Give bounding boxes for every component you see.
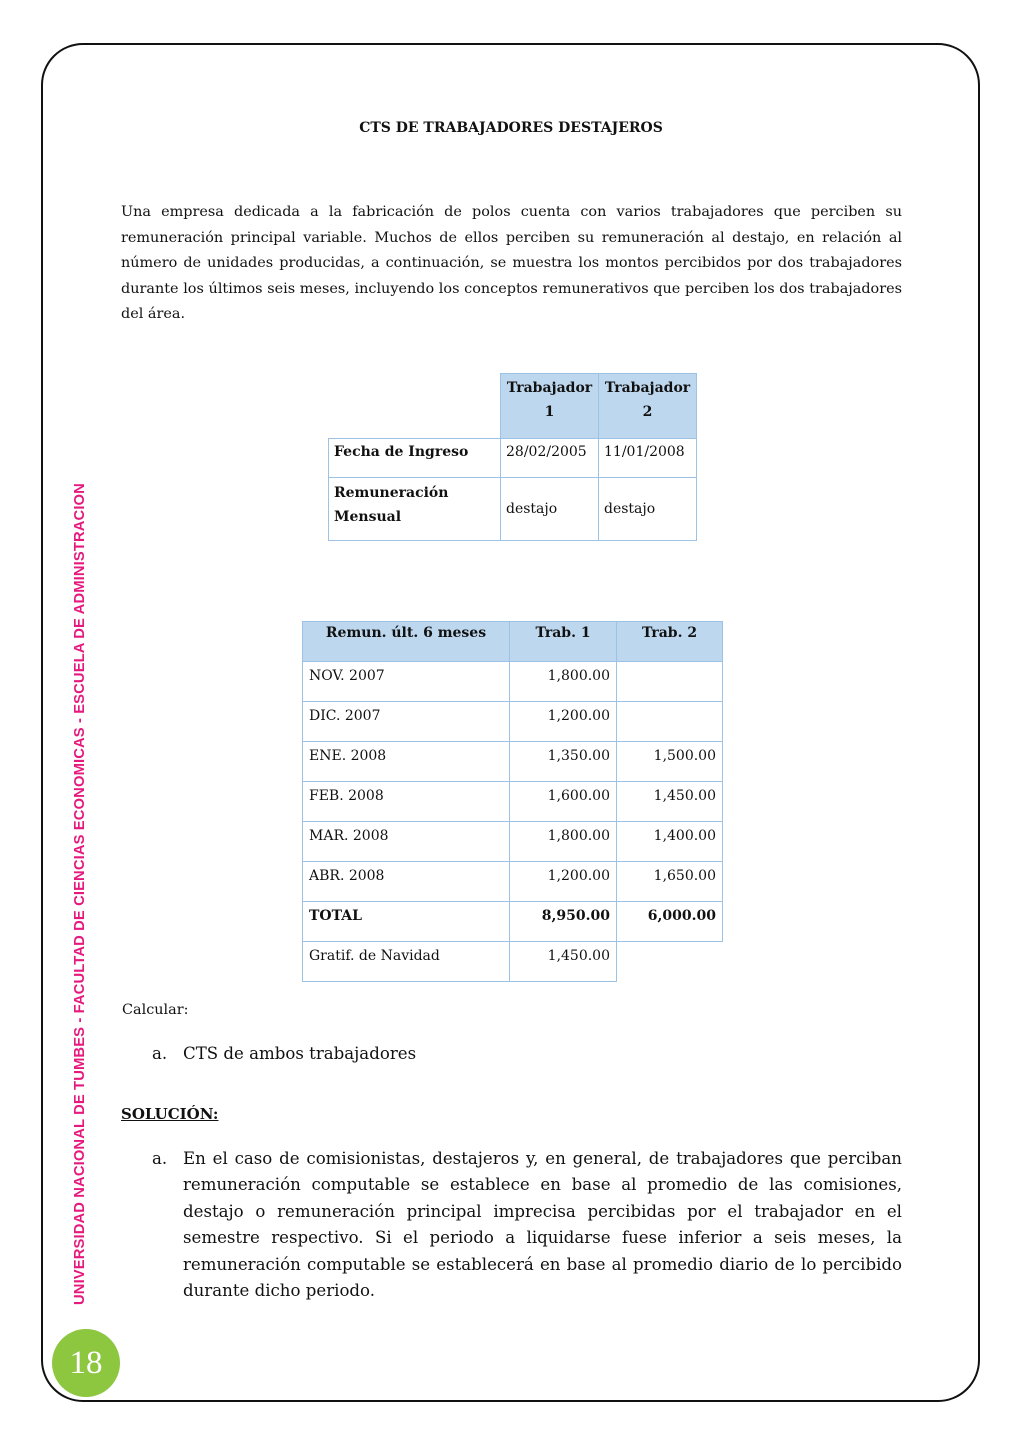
solution-text: En el caso de comisionistas, destajeros y, en general, de trabajadores que perciban remuneración computable se establece en base al promedio de las comisiones, destajo o remuneración principal imprecisa percibidas por el trabajador en el semestre respectivo. Si el periodo a liquidarse fuese inferior a seis meses, la remuneración computable se establecerá en base al promedio diario de lo percibido durante dicho periodo.: [183, 1149, 902, 1301]
row-trab-1-amount: 1,600.00: [510, 782, 617, 822]
pay-type-worker-2: destajo: [599, 478, 697, 541]
total-trab-2: 6,000.00: [617, 902, 723, 942]
row-month: NOV. 2007: [303, 662, 510, 702]
hire-date-worker-1: 28/02/2005: [501, 439, 599, 478]
row-trab-1-amount: 1,200.00: [510, 862, 617, 902]
solution-heading: SOLUCIÓN:: [121, 1105, 219, 1123]
document-title: CTS DE TRABAJADORES DESTAJEROS: [359, 120, 663, 136]
row-trab-2-amount: 1,500.00: [617, 742, 723, 782]
row-month: ABR. 2008: [303, 862, 510, 902]
gratification-label: Gratif. de Navidad: [303, 942, 510, 982]
total-trab-1: 8,950.00: [510, 902, 617, 942]
total-label: TOTAL: [303, 902, 510, 942]
header-trab-1: Trab. 1: [510, 622, 617, 662]
row-label-hire-date: Fecha de Ingreso: [329, 439, 501, 478]
table-corner-blank: [329, 374, 501, 439]
task-text: CTS de ambos trabajadores: [183, 1044, 417, 1063]
pay-type-worker-1: destajo: [501, 478, 599, 541]
row-label-monthly-pay: Remuneración Mensual: [329, 478, 501, 541]
solution-list-item: [152, 1146, 902, 1304]
row-trab-1-amount: 1,200.00: [510, 702, 617, 742]
row-trab-2-amount: 1,400.00: [617, 822, 723, 862]
total-row: [303, 902, 723, 942]
header-worker-1: Trabajador 1: [501, 374, 599, 439]
sidebar-institution-text: UNIVERSIDAD NACIONAL DE TUMBES - FACULTAD DE CIENCIAS ECONOMICAS - ESCUELA DE ADMINISTRACION: [72, 483, 88, 1305]
row-trab-2-amount: 1,450.00: [617, 782, 723, 822]
row-trab-1-amount: 1,800.00: [510, 662, 617, 702]
gratification-row: [303, 942, 723, 982]
header-period: Remun. últ. 6 meses: [303, 622, 510, 662]
worker-info-table: [328, 373, 697, 541]
header-trab-2: Trab. 2: [617, 622, 723, 662]
header-worker-2: Trabajador 2: [599, 374, 697, 439]
row-month: ENE. 2008: [303, 742, 510, 782]
table-row: [303, 662, 723, 702]
hire-date-worker-2: 11/01/2008: [599, 439, 697, 478]
gratification-trab-1: 1,450.00: [510, 942, 617, 982]
table-row: [303, 862, 723, 902]
calculate-label: Calcular:: [122, 1002, 189, 1018]
row-trab-2-amount: [617, 662, 723, 702]
row-month: FEB. 2008: [303, 782, 510, 822]
table-row: [303, 702, 723, 742]
gratification-blank: [617, 942, 723, 982]
task-list-item: [152, 1044, 416, 1063]
remuneration-table: [302, 621, 723, 982]
table-row: [303, 782, 723, 822]
row-trab-2-amount: [617, 702, 723, 742]
row-month: DIC. 2007: [303, 702, 510, 742]
row-month: MAR. 2008: [303, 822, 510, 862]
table-row: [303, 822, 723, 862]
intro-paragraph: Una empresa dedicada a la fabricación de polos cuenta con varios trabajadores que perciben su remuneración principal variable. Muchos de ellos perciben su remuneración al destajo, en relación al número de unidades producidas, a continuación, se muestra los montos percibidos por dos trabajadores durante los últimos seis meses, incluyendo los conceptos remunerativos que perciben los dos trabajadores del área.: [121, 204, 902, 323]
table-row: [303, 742, 723, 782]
row-trab-1-amount: 1,350.00: [510, 742, 617, 782]
solution-marker: a.: [152, 1149, 168, 1168]
task-marker: a.: [152, 1044, 168, 1063]
row-trab-2-amount: 1,650.00: [617, 862, 723, 902]
page-number-badge: 18: [52, 1329, 120, 1397]
row-trab-1-amount: 1,800.00: [510, 822, 617, 862]
